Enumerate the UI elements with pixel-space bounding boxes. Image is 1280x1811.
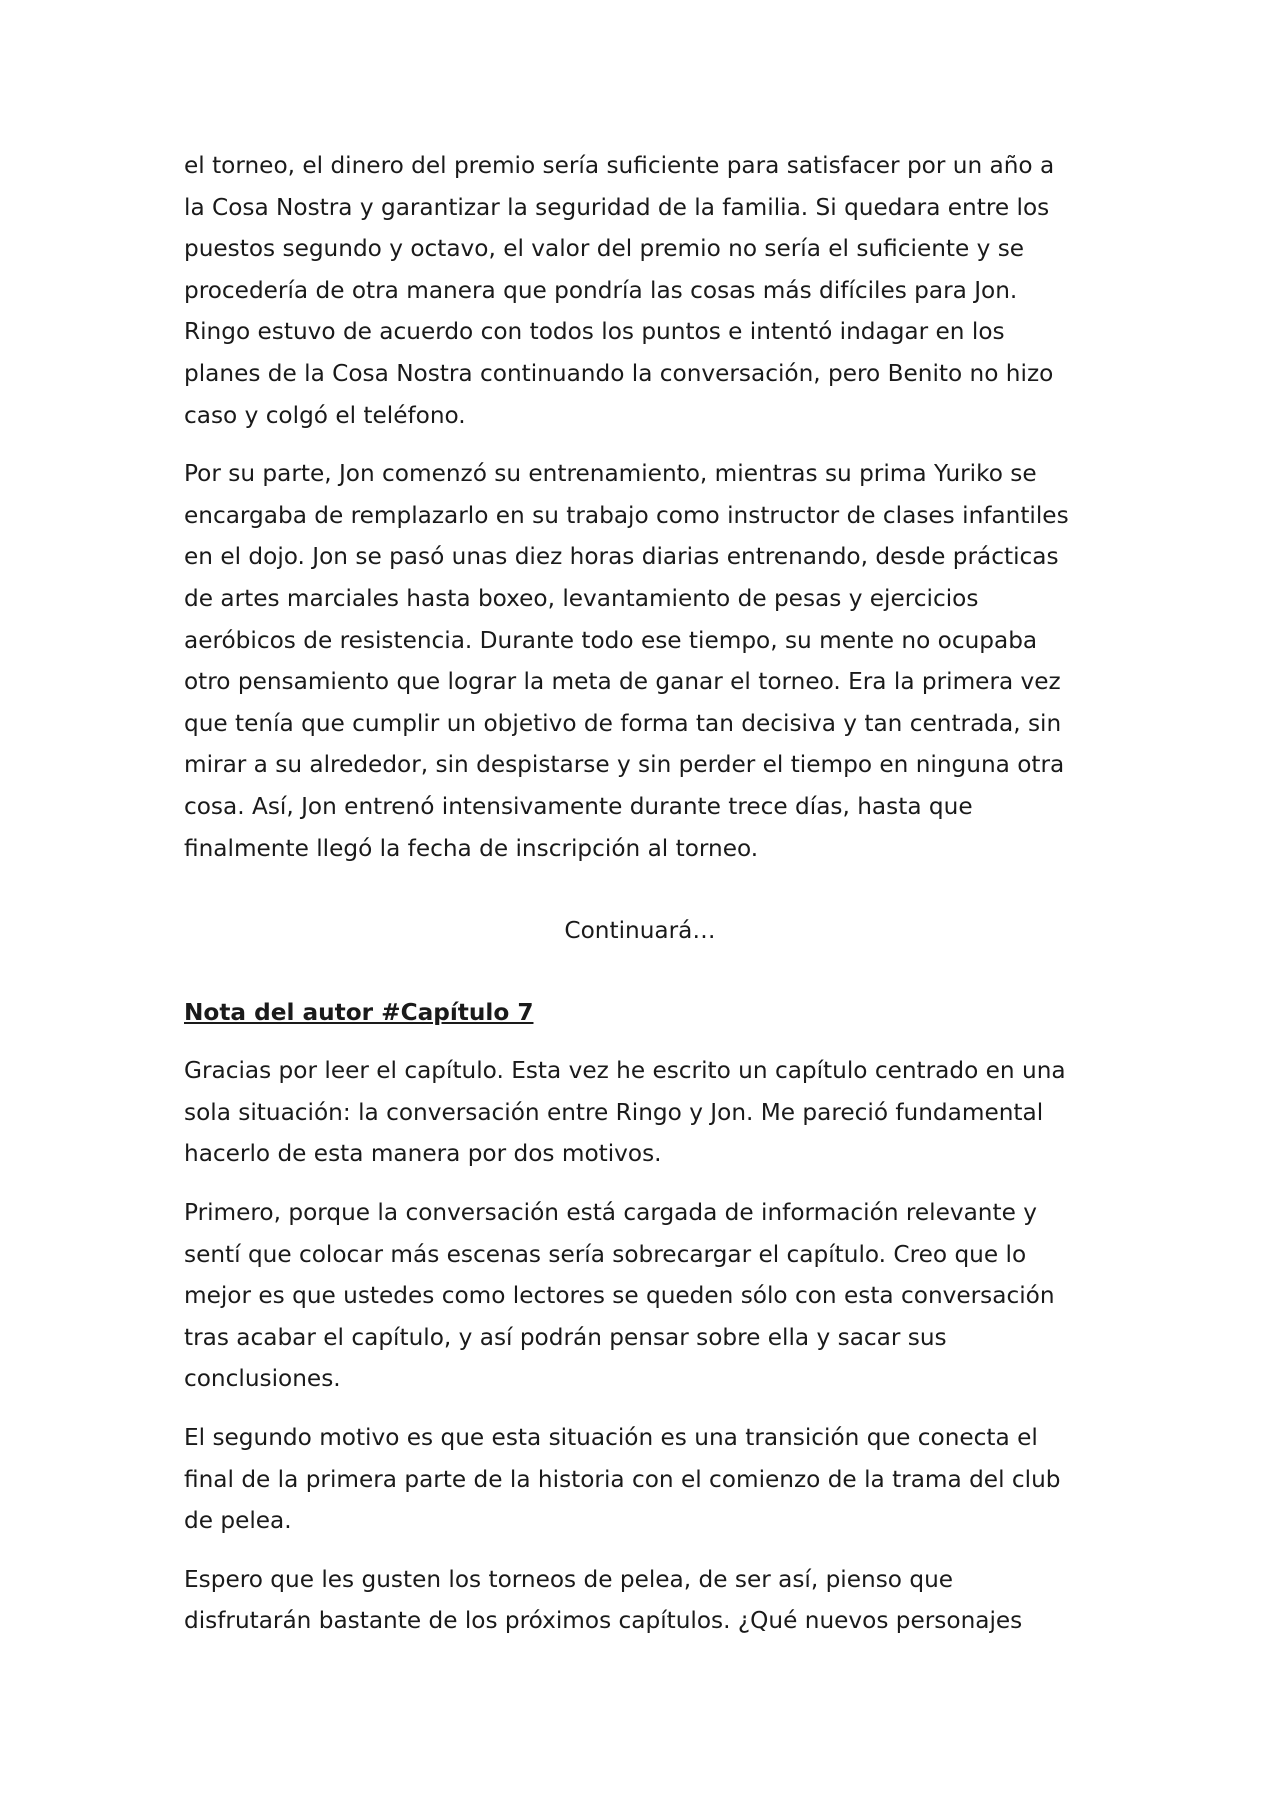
story-paragraph-1: el torneo, el dinero del premio sería suficiente para satisfacer por un año a la Cosa Nostra y garantizar la seguridad de la familia. Si quedara entre los puestos segundo y octavo, el valor del premio no sería el suficiente y se procedería de otra manera que pondría las cosas más difíciles para Jon. Ringo estuvo de acuerdo con todos los puntos e intentó indagar en los planes de la Cosa Nostra continuando la conversación, pero Benito no hizo caso y colgó el teléfono. [184,152,1055,429]
document-page [184,145,1096,1659]
note-paragraph-4: Espero que les gusten los torneos de pelea, de ser así, pienso que disfrutarán bastante de los próximos capítulos. ¿Qué nuevos personajes [184,1565,1023,1635]
note-paragraph-3: El segundo motivo es que esta situación es una transición que conecta el final de la primera parte de la historia con el comienzo de la trama del club de pelea. [184,1424,1061,1535]
note-paragraph-1: Gracias por leer el capítulo. Esta vez he escrito un capítulo centrado en una sola situación: la conversación entre Ringo y Jon. Me pareció fundamental hacerlo de esta manera por dos motivos. [184,1057,1066,1168]
note-paragraph-2: Primero, porque la conversación está cargada de información relevante y sentí que colocar más escenas sería sobrecargar el capítulo. Creo que lo mejor es que ustedes como lectores se queden sólo con esta conversación tras acabar el capítulo, y así podrán pensar sobre ella y sacar sus conclusiones. [184,1199,1055,1393]
author-note-heading: Nota del autor #Capítulo 7 [184,998,534,1026]
continue-label: Continuará… [564,917,716,945]
story-paragraph-2: Por su parte, Jon comenzó su entrenamiento, mientras su prima Yuriko se encargaba de remplazarlo en su trabajo como instructor de clases infantiles en el dojo. Jon se pasó unas diez horas diarias entrenando, desde prácticas de artes marciales hasta boxeo, levantamiento de pesas y ejercicios aeróbicos de resistencia. Durante todo ese tiempo, su mente no ocupaba otro pensamiento que lograr la meta de ganar el torneo. Era la primera vez que tenía que cumplir un objetivo de forma tan decisiva y tan centrada, sin mirar a su alrededor, sin despistarse y sin perder el tiempo en ninguna otra cosa. Así, Jon entrenó intensivamente durante trece días, hasta que finalmente llegó la fecha de inscripción al torneo. [184,460,1069,862]
